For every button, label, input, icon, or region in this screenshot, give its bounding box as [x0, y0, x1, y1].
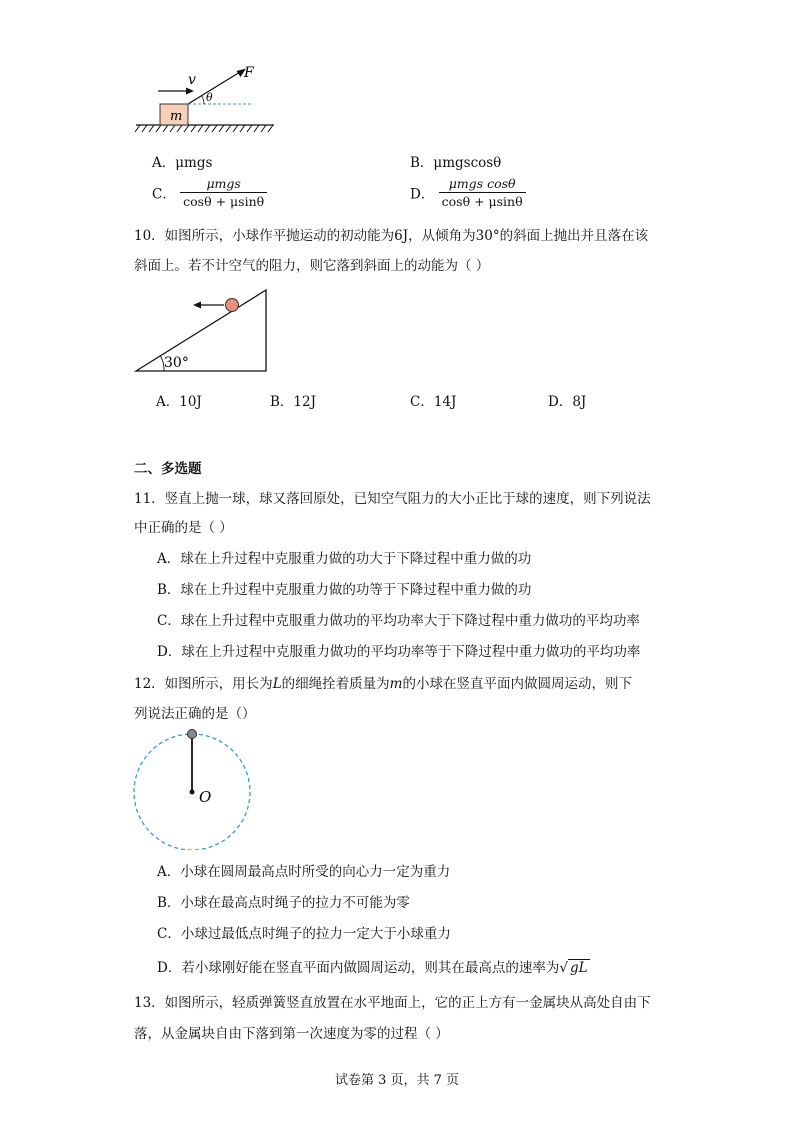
pendulum-ball: [188, 730, 197, 739]
q10-option-b: B．12J: [270, 394, 317, 410]
figure-circle-motion: [130, 726, 260, 850]
option-a: A．μmgs: [152, 155, 213, 171]
label-theta: θ: [206, 91, 213, 104]
fraction-d: $\frac{\text{μmgs cosθ}}{\cos\theta + \mu\sin\theta}$: [439, 176, 526, 209]
q11-option-d: D．球在上升过程中克服重力做功的平均功率等于下降过程中重力做功的平均功率: [157, 644, 641, 660]
q11-option-b: B．球在上升过程中克服重力做的功等于下降过程中重力做的功: [157, 582, 532, 598]
q10-option-c: C．14J: [410, 394, 457, 410]
q10-option-a: A．10J: [156, 394, 202, 410]
figure-block-force: [130, 62, 280, 134]
question-12-line1: 12．如图所示，用长为L的细绳拴着质量为m的小球在竖直平面内做圆周运动，则下: [134, 676, 632, 692]
q11-option-a: A．球在上升过程中克服重力做的功大于下降过程中重力做的功: [157, 551, 532, 567]
question-10-line2: 斜面上。若不计空气的阻力，则它落到斜面上的动能为（ ）: [134, 258, 490, 274]
question-10-line1: 10．如图所示，小球作平抛运动的初动能为6J，从倾角为30°的斜面上抛出并且落在该: [134, 228, 649, 244]
label-v: v: [188, 72, 196, 88]
label-m: m: [170, 109, 183, 124]
figure-incline: [130, 284, 272, 376]
q12-option-d: D．若小球刚好能在竖直平面内做圆周运动，则其在最高点的速率为√ gL: [157, 960, 588, 976]
label-F: F: [244, 65, 254, 81]
q12-option-b: B．小球在最高点时绳子的拉力不可能为零: [157, 895, 410, 911]
sqrt-gl: √ gL: [559, 960, 588, 976]
center-point: [190, 790, 195, 795]
q10-option-d: D．8J: [548, 394, 587, 410]
center-label: O: [199, 788, 212, 806]
question-11-line2: 中正确的是（ ）: [134, 520, 233, 536]
question-11-line1: 11．竖直上抛一球，球又落回原处，已知空气阻力的大小正比于球的速度，则下列说法: [134, 491, 651, 507]
fraction-c: $\frac{\text{μmgs}}{\cos\theta + \mu\sin\theta}$: [180, 176, 267, 209]
question-12-line2: 列说法正确的是（）: [134, 706, 256, 722]
q12-option-c: C．小球过最低点时绳子的拉力一定大于小球重力: [157, 926, 451, 942]
section-title: 二、多选题: [134, 461, 202, 477]
q12-option-a: A．小球在圆周最高点时所受的向心力一定为重力: [157, 864, 451, 880]
option-b: B．μmgscosθ: [410, 155, 502, 171]
q11-option-c: C．球在上升过程中克服重力做功的平均功率大于下降过程中重力做功的平均功率: [157, 613, 640, 629]
option-c: C． $\frac{\text{μmgs}}{\cos\theta + \mu\sin\theta}$: [152, 176, 267, 209]
page-footer: 试卷第 3 页，共 7 页: [334, 1073, 460, 1088]
ball: [226, 299, 239, 312]
question-13-line2: 落，从金属块自由下落到第一次速度为零的过程（ ）: [134, 1026, 449, 1042]
angle-label: 30°: [164, 355, 189, 371]
option-d: D． $\frac{\text{μmgs cosθ}}{\cos\theta + \mu\sin\theta}$: [410, 176, 526, 209]
question-13-line1: 13．如图所示，轻质弹簧竖直放置在水平地面上，它的正上方有一金属块从高处自由下: [134, 995, 651, 1011]
